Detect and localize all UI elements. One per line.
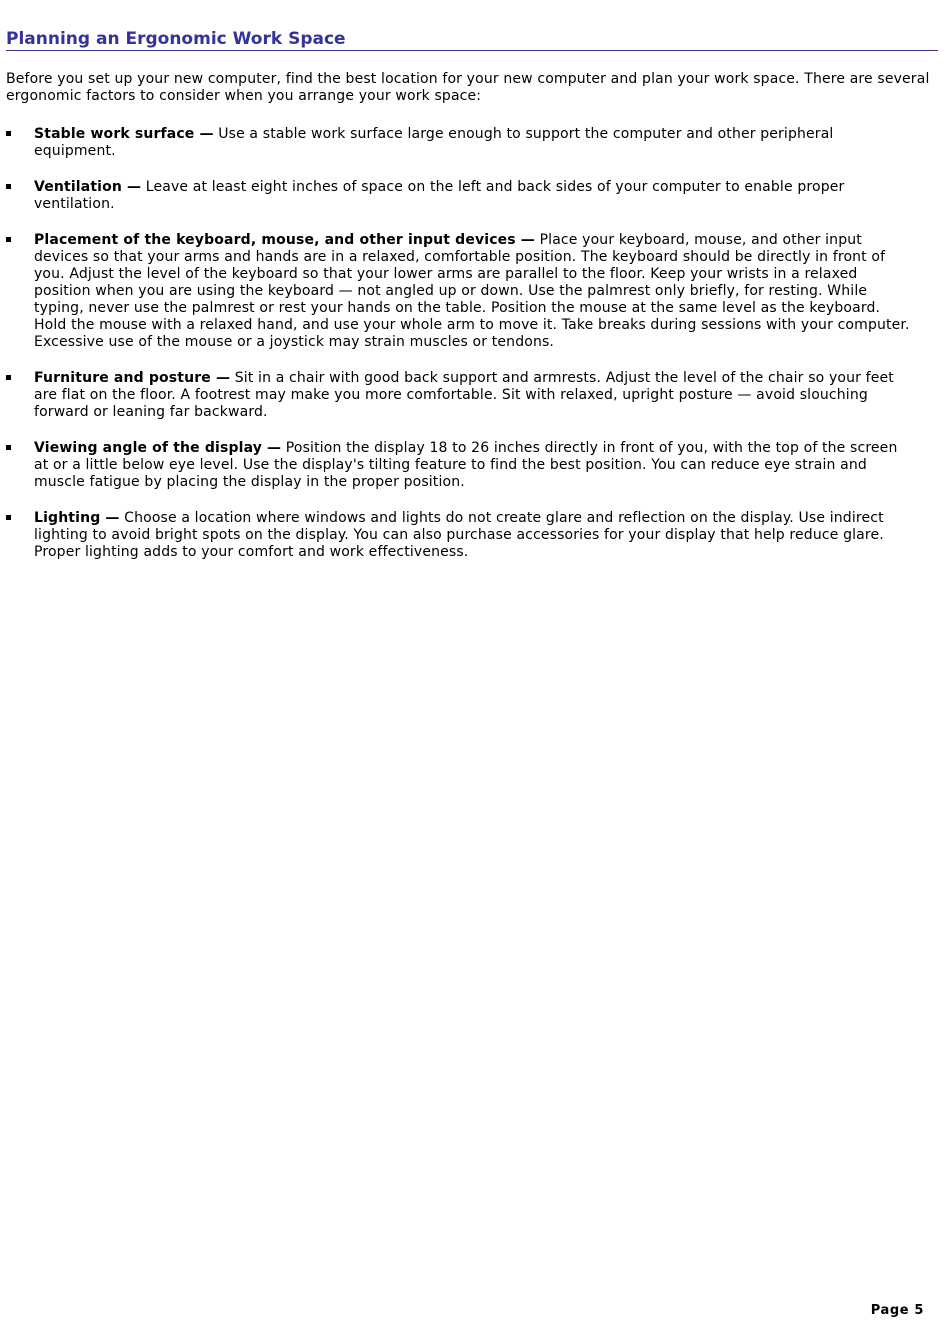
item-term: Placement of the keyboard, mouse, and other input devices — [34,232,535,248]
square-bullet-icon [6,515,11,520]
item-text: Position the display 18 to 26 inches directly in front of you, with the top of the screen at or a little below eye level. Use the display's tilting feature to find the best position. You can reduce eye strain and muscle fatigue by placing the display in the proper position. [34,440,898,490]
item-text: Choose a location where windows and lights do not create glare and reflection on the display. Use indirect lighting to avoid bright spots on the display. You can also purchase accessories for your display that help reduce glare. Proper lighting adds to your comfort and work effectiveness. [34,510,884,560]
square-bullet-icon [6,131,11,136]
item-text: Use a stable work surface large enough to support the computer and other peripheral equipment. [34,126,834,159]
page-title: Planning an Ergonomic Work Space [6,29,938,51]
item-text: Sit in a chair with good back support and armrests. Adjust the level of the chair so your feet are flat on the floor. A footrest may make you more comfortable. Sit with relaxed, upright posture — avoid slouching forward or leaning far backward. [34,370,894,420]
list-item-ventilation [6,179,914,213]
list-item-furniture-posture [6,370,914,421]
intro-paragraph: Before you set up your new computer, find the best location for your new computer and plan your work space. There are several ergonomic factors to consider when you arrange your work space: [6,71,930,104]
square-bullet-icon [6,445,11,450]
item-text: Place your keyboard, mouse, and other input devices so that your arms and hands are in a relaxed, comfortable position. The keyboard should be directly in front of you. Adjust the level of the keyboard so that your lower arms are parallel to the floor. Keep your wrists in a relaxed position when you are using the keyboard — not angled up or down. Use the palmrest only briefly, for resting. While typing, never use the palmrest or rest your hands on the table. Position the mouse at the same level as the keyboard. Hold the mouse with a relaxed hand, and use your whole arm to move it. Take breaks during sessions with your computer. Excessive use of the mouse or a joystick may strain muscles or tendons. [34,232,910,350]
item-text: Leave at least eight inches of space on the left and back sides of your computer to enable proper ventilation. [34,179,845,212]
square-bullet-icon [6,237,11,242]
item-term: Lighting — [34,510,120,526]
list-item-lighting [6,510,914,561]
item-term: Furniture and posture — [34,370,231,386]
list-item-stable-work-surface [6,126,914,160]
item-term: Ventilation — [34,179,142,195]
square-bullet-icon [6,375,11,380]
square-bullet-icon [6,184,11,189]
page-number: Page 5 [870,1303,924,1318]
item-term: Stable work surface — [34,126,214,142]
ergonomic-factors-list [6,126,938,580]
item-term: Viewing angle of the display — [34,440,282,456]
list-item-viewing-angle [6,440,914,491]
list-item-input-devices [6,232,914,351]
